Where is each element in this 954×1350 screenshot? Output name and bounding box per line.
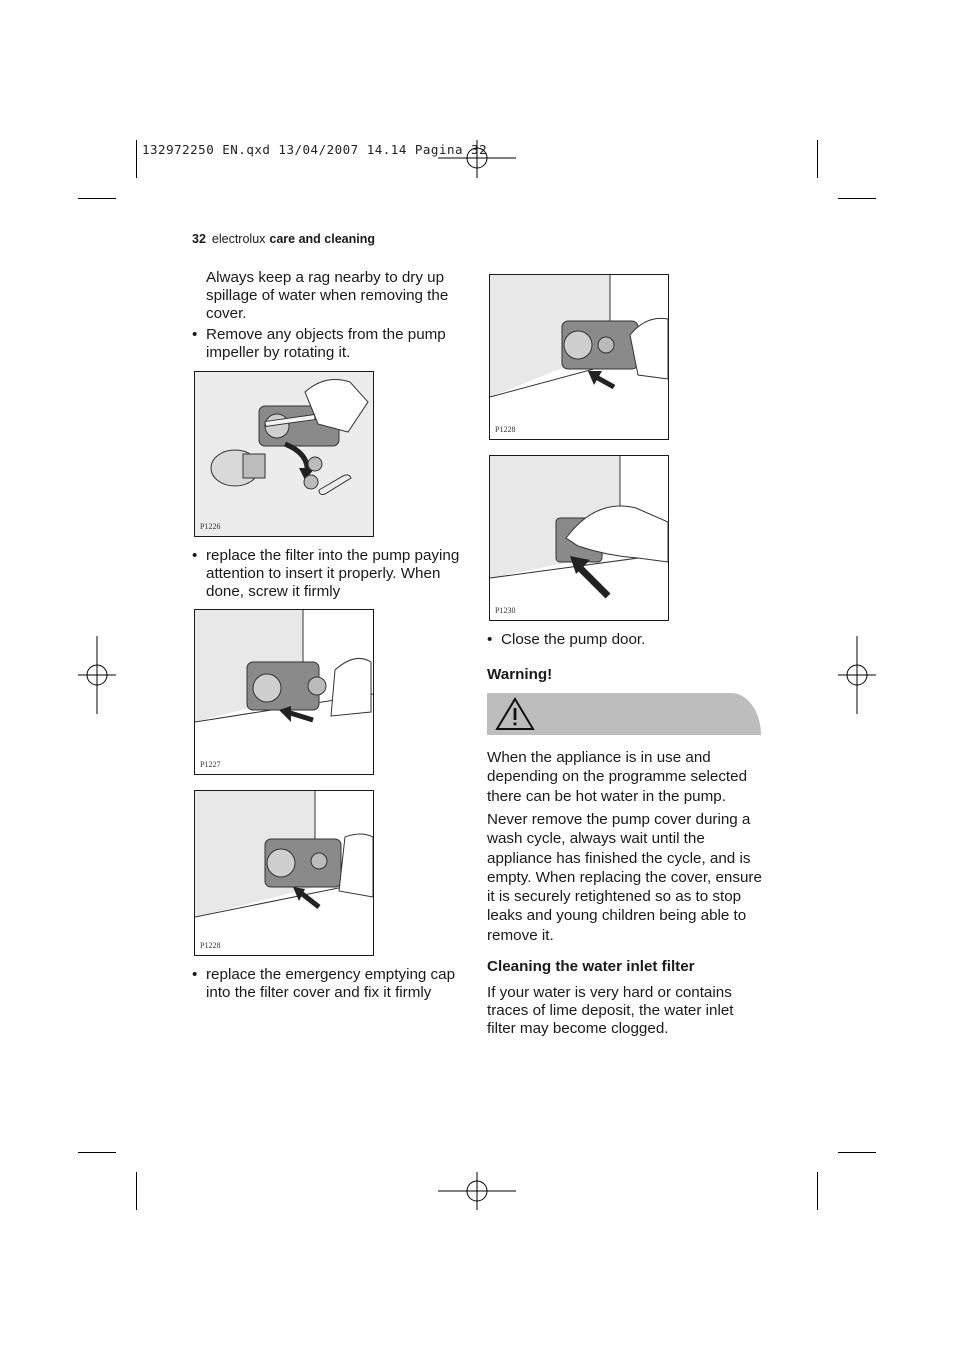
page-number: 32 xyxy=(192,232,206,246)
figure-insert-filter xyxy=(194,609,374,775)
illustration-screw-cap xyxy=(195,791,373,955)
registration-mark-left xyxy=(78,636,116,714)
bullet-text: Close the pump door. xyxy=(501,631,646,648)
figure-code: P1228 xyxy=(200,941,221,950)
bullet-glyph: • xyxy=(192,966,198,983)
warning-paragraph-2: Never remove the pump cover during a wash cycle, always wait until the appliance has finished the cycle, and is empty. When replacing the cover, ensure it is securely retightened so as to stop leaks and young children being able to remove it. xyxy=(487,811,762,944)
warning-paragraph-1: When the appliance is in use and depending on the programme selected there can be hot water in the pump. xyxy=(487,749,748,805)
figure-fix-cap xyxy=(489,274,669,440)
section-title: care and cleaning xyxy=(269,232,376,246)
illustration-insert-filter xyxy=(195,610,373,774)
bullet-text: replace the filter into the pump paying attention to insert it properly. When done, screw it firmly xyxy=(206,547,460,600)
brand-name: electrolux xyxy=(211,232,266,246)
bullet-text: Remove any objects from the pump impeller by rotating it. xyxy=(206,326,446,361)
bullet-close-door xyxy=(487,631,763,649)
bullet-text: replace the emergency emptying cap into the filter cover and fix it firmly xyxy=(206,966,456,1001)
running-header xyxy=(192,232,375,246)
warning-triangle-icon xyxy=(495,697,535,731)
figure-close-door xyxy=(489,455,669,621)
registration-mark-top xyxy=(438,140,516,178)
bullet-replace-filter xyxy=(192,547,468,601)
figure-code: P1228 xyxy=(495,425,516,434)
figure-screw-cap xyxy=(194,790,374,956)
warning-heading: Warning! xyxy=(487,666,553,683)
illustration-impeller xyxy=(195,372,373,536)
figure-code: P1226 xyxy=(200,522,221,531)
inlet-filter-paragraph: If your water is very hard or contains traces of lime deposit, the water inlet filter may become clogged. xyxy=(487,984,734,1037)
bullet-glyph: • xyxy=(487,631,493,648)
bullet-glyph: • xyxy=(192,326,198,343)
registration-mark-right xyxy=(838,636,876,714)
illustration-fix-cap xyxy=(490,275,668,439)
warning-banner xyxy=(487,693,761,735)
bullet-glyph: • xyxy=(192,547,198,564)
bullet-replace-cap xyxy=(192,966,468,1002)
print-slug: 132972250 EN.qxd 13/04/2007 14.14 Pagina 32 xyxy=(142,142,488,157)
registration-mark-bottom xyxy=(438,1172,516,1210)
illustration-close-door xyxy=(490,456,668,620)
figure-impeller xyxy=(194,371,374,537)
figure-code: P1227 xyxy=(200,760,221,769)
bullet-remove-objects xyxy=(192,326,468,362)
inlet-filter-heading: Cleaning the water inlet filter xyxy=(487,958,695,975)
figure-code: P1230 xyxy=(495,606,516,615)
intro-text: Always keep a rag nearby to dry up spillage of water when removing the cover. xyxy=(206,269,449,322)
